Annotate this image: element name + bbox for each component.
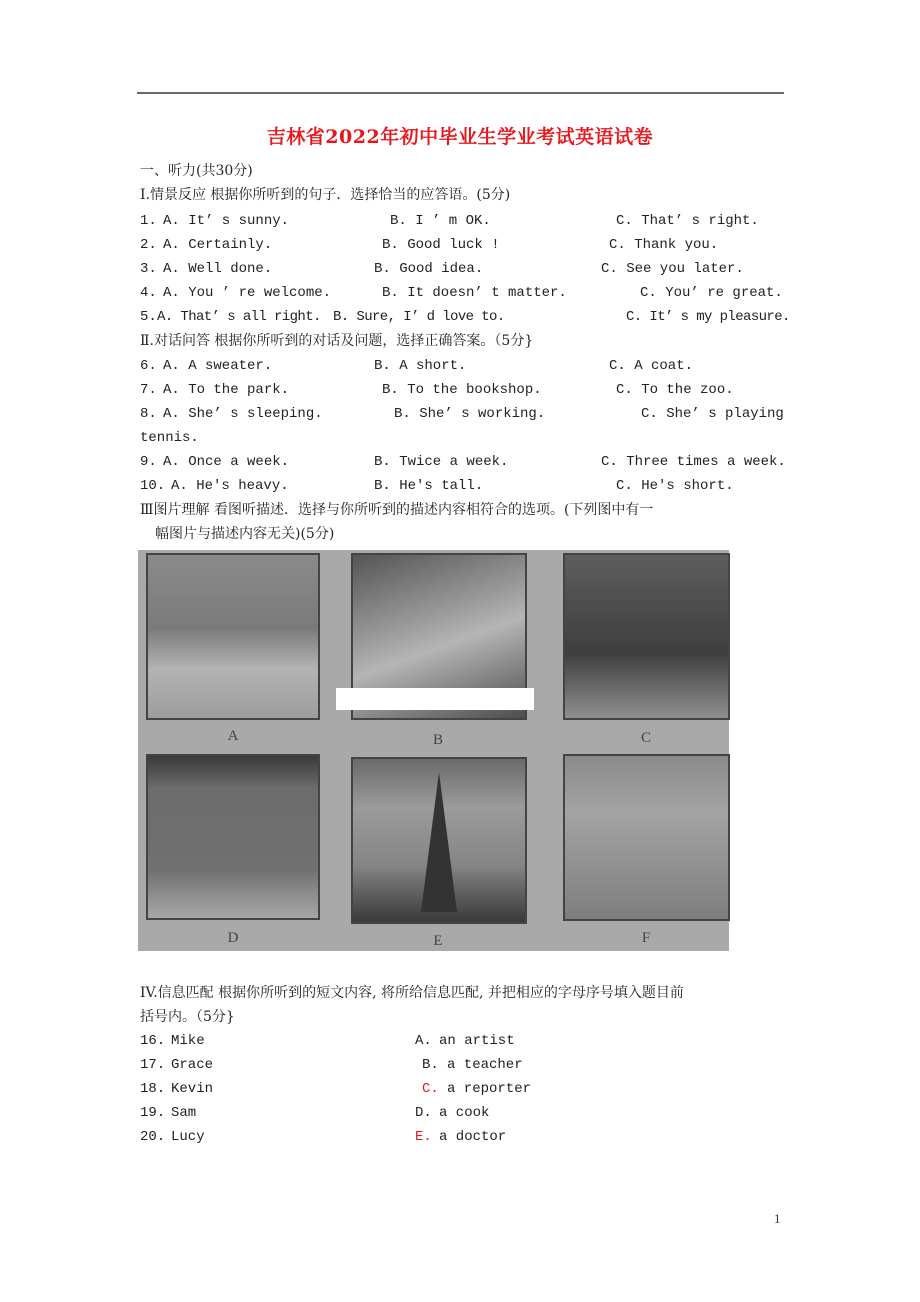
question-number: 1. — [140, 213, 157, 229]
question-number: 9. — [140, 454, 157, 470]
option-a: A. A sweater. — [163, 358, 273, 374]
item-number: 20. — [140, 1129, 166, 1145]
option-a: A. That’ s all right. — [157, 309, 321, 325]
question-number: 2. — [140, 237, 157, 253]
option-letter: C. — [422, 1081, 439, 1097]
occupation: a reporter — [447, 1081, 532, 1097]
person-name: Mike — [171, 1033, 205, 1049]
picture-label-a: A — [227, 728, 239, 744]
option-letter: A. — [415, 1033, 432, 1049]
option-b: B. Good luck ! — [382, 237, 500, 253]
option-a: A. Well done. — [163, 261, 273, 277]
option-a: A. You ’ re welcome. — [163, 285, 332, 301]
picture-e-eiffel-tower — [351, 757, 527, 924]
item-number: 18. — [140, 1081, 166, 1097]
option-a: A. It’ s sunny. — [163, 213, 290, 229]
option-b: B. To the bookshop. — [382, 382, 542, 398]
picture-panel — [138, 550, 729, 951]
section-heading: 一、听力(共30分) — [140, 163, 253, 179]
picture-c-dog — [563, 553, 730, 720]
option-b: B. I ’ m OK. — [390, 213, 491, 229]
part4-instruction-cont: 括号内。（5分} — [140, 1009, 235, 1025]
header-rule — [137, 92, 784, 94]
option-a: A. Once a week. — [163, 454, 290, 470]
option-c: C. He's short. — [616, 478, 734, 494]
picture-d-beach — [146, 754, 320, 920]
option-b: B. A short. — [374, 358, 467, 374]
question-number: 4. — [140, 285, 157, 301]
picture-label-d: D — [227, 930, 239, 946]
option-c: C. Thank you. — [609, 237, 719, 253]
redaction-mark — [336, 688, 534, 710]
occupation: a doctor — [439, 1129, 507, 1145]
person-name: Kevin — [171, 1081, 214, 1097]
picture-f-race — [563, 754, 730, 921]
question-number: 7. — [140, 382, 157, 398]
option-c: C. It’ s my pleasure. — [626, 309, 790, 325]
picture-label-f: F — [641, 930, 651, 946]
part3-instruction-cont: 幅图片与描述内容无关)(5分) — [155, 526, 335, 542]
question-number: 5. — [140, 309, 157, 325]
occupation: a cook — [439, 1105, 490, 1121]
part1-instruction: I.情景反应 根据你所听到的句子．选择恰当的应答语。(5分) — [140, 187, 511, 203]
option-b: B. It doesn’ t matter. — [382, 285, 567, 301]
option-c: C. See you later. — [601, 261, 744, 277]
option-a: A. Certainly. — [163, 237, 273, 253]
option-a: A. He's heavy. — [171, 478, 289, 494]
person-name: Grace — [171, 1057, 214, 1073]
option-letter: D. — [415, 1105, 432, 1121]
question-number: 6. — [140, 358, 157, 374]
question-number: 10. — [140, 478, 166, 494]
picture-label-c: C — [640, 730, 651, 746]
option-c: C. You’ re great. — [640, 285, 783, 301]
option-c: C. Three times a week. — [601, 454, 786, 470]
option-c: C. She’ s playing — [641, 406, 784, 422]
option-b: B. Sure, I’ d love to. — [333, 309, 505, 325]
question-number: 3. — [140, 261, 157, 277]
part4-instruction: IV.信息匹配 根据你所听到的短文内容, 将所给信息匹配, 并把相应的字母序号填入题目前 — [140, 985, 684, 1001]
person-name: Lucy — [171, 1129, 205, 1145]
option-letter: E. — [415, 1129, 432, 1145]
item-number: 19. — [140, 1105, 166, 1121]
part3-instruction: Ⅲ图片理解 看图听描述．选择与你所听到的描述内容相符合的选项。(下列图中有一 — [140, 502, 654, 518]
part2-instruction: Ⅱ.对话问答 根据你所听到的对话及问题，选择正确答案。（5分} — [140, 333, 534, 349]
option-b: B. Twice a week. — [374, 454, 509, 470]
occupation: a teacher — [447, 1057, 523, 1073]
page-title: 吉林省2022年初中毕业生学业考试英语试卷 — [266, 126, 654, 148]
option-c: C. A coat. — [609, 358, 694, 374]
item-number: 17. — [140, 1057, 166, 1073]
option-b: B. He's tall. — [374, 478, 484, 494]
picture-label-e: E — [433, 933, 443, 949]
picture-a-family-dinner — [146, 553, 320, 720]
option-b: B. Good idea. — [374, 261, 484, 277]
page-number: 1 — [774, 1211, 781, 1226]
option-c: C. That’ s right. — [616, 213, 759, 229]
question-number: 8. — [140, 406, 157, 422]
option-a: A. She’ s sleeping. — [163, 406, 323, 422]
option-b: B. She’ s working. — [394, 406, 546, 422]
eiffel-tower-shape — [421, 772, 457, 912]
option-c: C. To the zoo. — [616, 382, 734, 398]
option-c-continued: tennis. — [140, 430, 199, 446]
occupation: an artist — [439, 1033, 515, 1049]
option-letter: B. — [422, 1057, 439, 1073]
person-name: Sam — [171, 1105, 197, 1121]
option-a: A. To the park. — [163, 382, 290, 398]
item-number: 16. — [140, 1033, 166, 1049]
picture-label-b: B — [432, 732, 443, 748]
